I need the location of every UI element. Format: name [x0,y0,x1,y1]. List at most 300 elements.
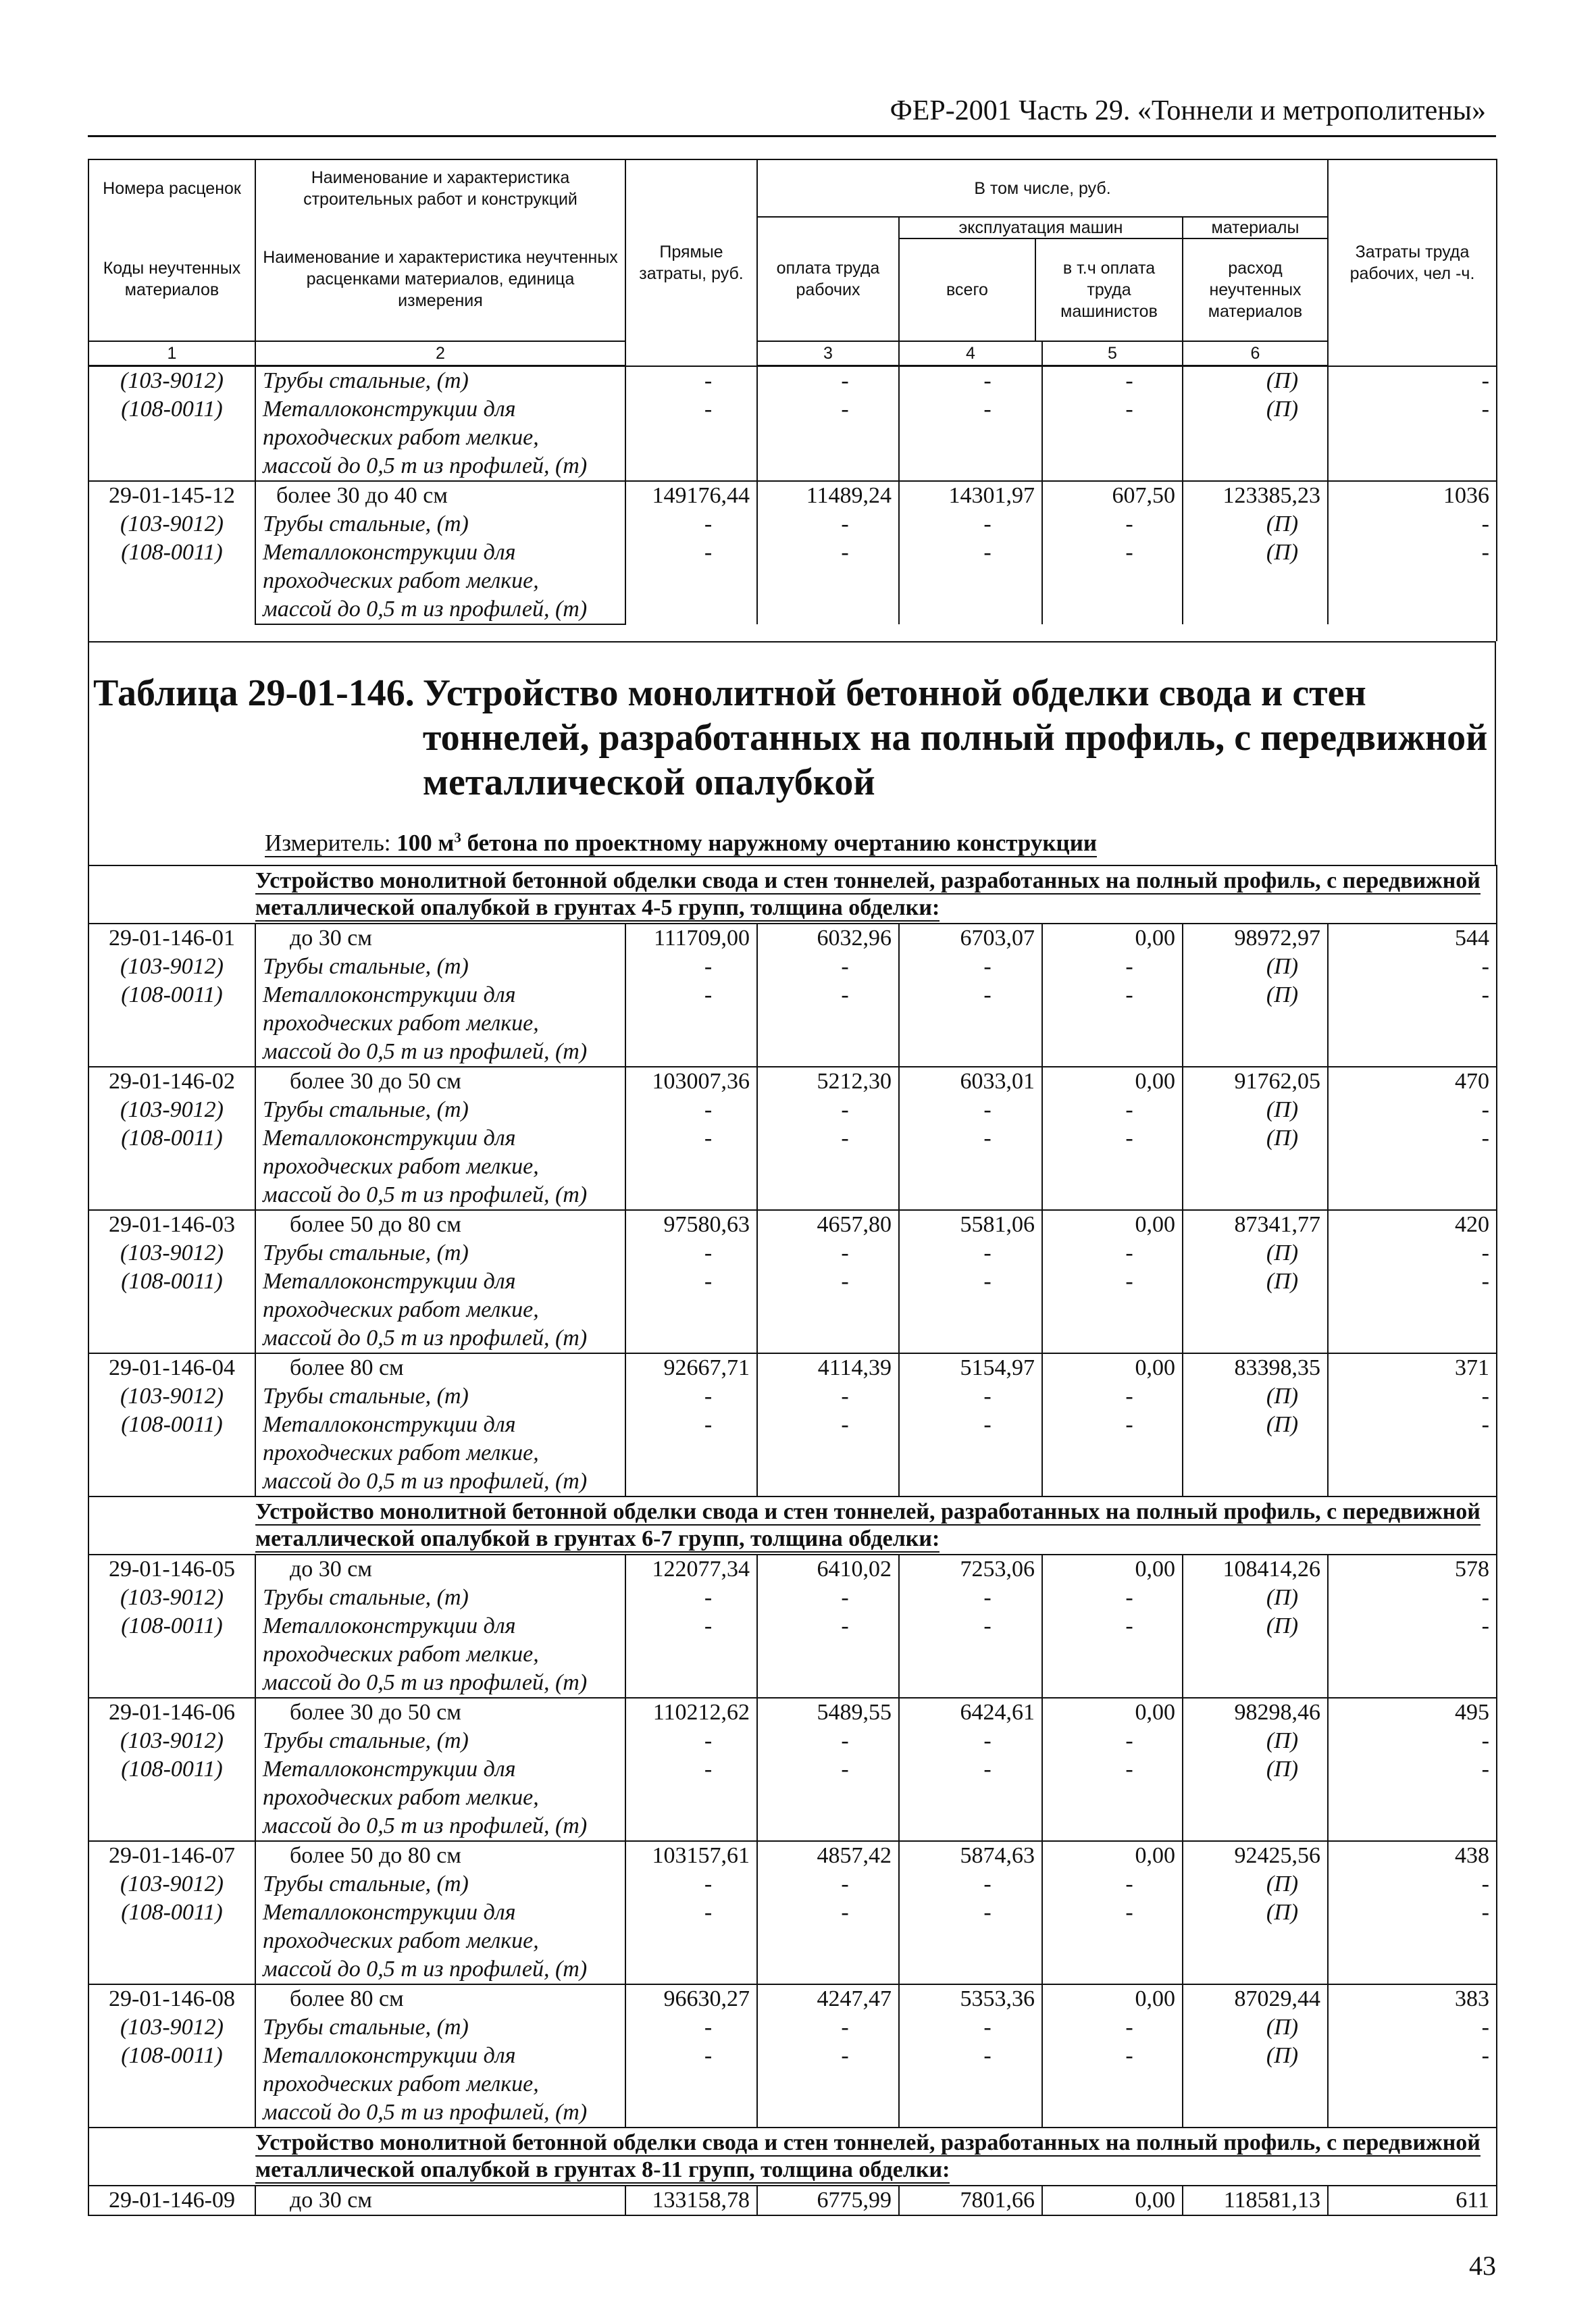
table-146-body [88,865,1497,2216]
table-row [88,1640,1497,1669]
labor-pay: 5489,55 [757,1698,899,1727]
col-number: 5 [1042,341,1183,366]
cell-dash: - [1042,1612,1183,1640]
cell-p: (П) [1183,1898,1328,1927]
col-header-including: В том числе, руб. [757,159,1328,217]
cell-p: (П) [1183,1870,1328,1898]
meter-label: Измеритель: [265,829,391,856]
table-row [88,1439,1497,1467]
materials-cost: 118581,13 [1183,2186,1328,2215]
material-name-cont: массой до 0,5 т из профилей, (т) [255,595,625,624]
rate-name: более 30 до 50 см [255,1698,625,1727]
table-row [88,1153,1497,1181]
cell-dash: - [1328,1096,1497,1124]
materials-cost: 108414,26 [1183,1555,1328,1584]
material-name-cont: массой до 0,5 т из профилей, (т) [255,1324,625,1353]
machinist-pay: 0,00 [1042,924,1183,953]
cell-dash: - [899,953,1042,981]
cell-dash: - [625,395,757,424]
rate-name: до 30 см [255,2186,625,2215]
cell-dash: - [757,1870,899,1898]
material-code: (108-0011) [88,981,255,1009]
col-number: 1 [88,341,255,366]
material-name: Металлоконструкции для [255,1898,625,1927]
material-name: Металлоконструкции для [255,1411,625,1439]
material-code: (103-9012) [88,510,255,538]
table-row [88,1955,1497,1984]
machines-total: 7253,06 [899,1555,1042,1584]
material-name: Металлоконструкции для [255,1612,625,1640]
material-name-cont: массой до 0,5 т из профилей, (т) [255,1669,625,1698]
table-row [88,953,1497,981]
table-row [88,1812,1497,1841]
table-row [88,1870,1497,1898]
cell-dash: - [1328,2013,1497,2042]
material-code: (108-0011) [88,1898,255,1927]
labor-pay: 11489,24 [757,481,899,510]
materials-cost: 98972,97 [1183,924,1328,953]
rate-name: более 50 до 80 см [255,1210,625,1239]
table-row [88,2042,1497,2070]
table-row [88,1841,1497,1870]
cell-dash: - [899,1898,1042,1927]
col-header-rate-numbers: Номера расценок [88,159,255,217]
table-row [88,1239,1497,1267]
cell-p: (П) [1183,1124,1328,1153]
material-name: Металлоконструкции для [255,1267,625,1296]
machinist-pay: 0,00 [1042,1353,1183,1382]
cell-dash: - [757,981,899,1009]
cell-dash: - [899,1727,1042,1755]
machinist-pay: 0,00 [1042,2186,1183,2215]
machinist-pay: 0,00 [1042,1841,1183,1870]
cell-dash: - [899,1267,1042,1296]
cell-p: (П) [1183,1382,1328,1411]
direct-costs: 133158,78 [625,2186,757,2215]
cell-dash: - [1042,1096,1183,1124]
section-heading: Устройство монолитной бетонной обделки свода и стен тоннелей, разработанных на полный профиль, с передвижной металлической опалубкой в грунтах 6-7 групп, толщина обделки: [255,1496,1497,1555]
rate-name: более 30 до 40 см [255,481,625,510]
cell-dash: - [1328,953,1497,981]
page-number: 43 [1469,2250,1496,2281]
table-row [88,1727,1497,1755]
table-row [88,1555,1497,1584]
cell-dash: - [1328,1727,1497,1755]
material-name-cont: массой до 0,5 т из профилей, (т) [255,1038,625,1067]
table-row [88,481,1497,510]
cell-dash: - [1328,1870,1497,1898]
rate-code: 29-01-146-03 [88,1210,255,1239]
cell-dash: - [625,1124,757,1153]
cell-dash: - [625,1267,757,1296]
cell-dash: - [1328,1411,1497,1439]
cell-dash: - [1328,1124,1497,1153]
material-name-cont: проходческих работ мелкие, [255,1009,625,1038]
material-name: Металлоконструкции для [255,395,625,424]
cell-dash: - [899,1239,1042,1267]
rate-name: до 30 см [255,1555,625,1584]
materials-cost: 91762,05 [1183,1067,1328,1096]
col-header-machinist-pay: в т.ч оплата труда машинистов [1060,259,1158,321]
table-row [88,1067,1497,1096]
machines-total: 5874,63 [899,1841,1042,1870]
cell-dash: - [1042,1898,1183,1927]
col-header-labor-hours: Затраты труда рабочих, чел -ч. [1328,159,1497,366]
cell-dash: - [899,981,1042,1009]
table-row [88,367,1497,395]
material-name: Трубы стальные, (т) [255,953,625,981]
cell-dash: - [757,395,899,424]
cell-dash: - [1042,1727,1183,1755]
table-row [88,395,1497,424]
cell-dash: - [1328,2042,1497,2070]
cell-dash: - [757,2042,899,2070]
table-row [88,2013,1497,2042]
table-row [88,1296,1497,1324]
table-row [88,1467,1497,1496]
material-name: Металлоконструкции для [255,1755,625,1784]
section-heading: Устройство монолитной бетонной обделки свода и стен тоннелей, разработанных на полный профиль, с передвижной металлической опалубкой в грунтах 4-5 групп, толщина обделки: [255,865,1497,924]
cell-p: (П) [1183,1612,1328,1640]
labor-pay: 4247,47 [757,1984,899,2013]
labor-pay: 5212,30 [757,1067,899,1096]
labor-pay: 6032,96 [757,924,899,953]
direct-costs: 92667,71 [625,1353,757,1382]
cell-p: (П) [1183,1727,1328,1755]
machines-total: 6703,07 [899,924,1042,953]
cell-p: (П) [1183,1584,1328,1612]
machinist-pay: 0,00 [1042,1210,1183,1239]
rate-name: более 50 до 80 см [255,1841,625,1870]
table-title [89,671,1495,805]
cell-dash: - [899,1124,1042,1153]
labor-hours: 420 [1328,1210,1497,1239]
col-header-machines-title: эксплуатация машин [900,218,1182,239]
table-row [88,1009,1497,1038]
material-code: (108-0011) [88,1411,255,1439]
labor-hours: 544 [1328,924,1497,953]
material-name-cont: массой до 0,5 т из профилей, (т) [255,1955,625,1984]
material-name: Металлоконструкции для [255,981,625,1009]
table-row [88,1898,1497,1927]
machines-total: 14301,97 [899,481,1042,510]
table-row [88,1267,1497,1296]
cell-dash: - [899,1584,1042,1612]
meter-value: 100 м [396,829,455,856]
table-row [88,1382,1497,1411]
cell-p: (П) [1183,395,1328,424]
labor-pay: 4114,39 [757,1353,899,1382]
material-name-cont: проходческих работ мелкие, [255,2070,625,2098]
material-code: (108-0011) [88,1612,255,1640]
rate-code: 29-01-146-05 [88,1555,255,1584]
cell-dash: - [1042,395,1183,424]
cell-dash: - [1328,1755,1497,1784]
table-row [88,424,1497,452]
labor-hours: 470 [1328,1067,1497,1096]
cell-dash: - [625,1584,757,1612]
table-row [88,538,1497,567]
table-row [88,567,1497,595]
cell-p: (П) [1183,1239,1328,1267]
cell-dash: - [625,1727,757,1755]
labor-pay: 4657,80 [757,1210,899,1239]
cell-dash: - [1328,367,1497,395]
table-row [88,1984,1497,2013]
table-row [88,981,1497,1009]
machines-total: 5353,36 [899,1984,1042,2013]
cell-dash: - [757,1411,899,1439]
material-name: Трубы стальные, (т) [255,1096,625,1124]
table-row [88,924,1497,953]
cell-dash: - [625,510,757,538]
cell-dash: - [899,538,1042,567]
cell-dash: - [757,1727,899,1755]
cell-dash: - [625,1870,757,1898]
col-header-materials-consumption: расход неучтенных материалов [1208,259,1303,321]
cell-p: (П) [1183,2042,1328,2070]
labor-hours: 495 [1328,1698,1497,1727]
material-code: (103-9012) [88,1239,255,1267]
material-name-cont: проходческих работ мелкие, [255,1439,625,1467]
cell-dash: - [625,1239,757,1267]
rate-code: 29-01-146-06 [88,1698,255,1727]
cell-dash: - [1328,981,1497,1009]
table-number: Таблица 29-01-146. [93,672,415,714]
material-code: (108-0011) [88,1755,255,1784]
labor-hours: 383 [1328,1984,1497,2013]
col-header-direct-costs: Прямые затраты, руб. [625,159,757,366]
direct-costs: 110212,62 [625,1698,757,1727]
cell-dash: - [757,1584,899,1612]
cell-p: (П) [1183,1755,1328,1784]
cell-dash: - [1328,1382,1497,1411]
table-row [88,1038,1497,1067]
cell-dash: - [1328,510,1497,538]
col-header-materials [1183,217,1328,341]
meter-sup: 3 [454,829,461,845]
cell-dash: - [757,1267,899,1296]
table-row [88,2098,1497,2128]
cell-dash: - [1042,510,1183,538]
labor-hours: 1036 [1328,481,1497,510]
table-row [88,1210,1497,1239]
materials-cost: 98298,46 [1183,1698,1328,1727]
materials-cost: 123385,23 [1183,481,1328,510]
machines-total: 5154,97 [899,1353,1042,1382]
col-header-machines [899,217,1183,341]
section-heading: Устройство монолитной бетонной обделки свода и стен тоннелей, разработанных на полный профиль, с передвижной металлической опалубкой в грунтах 8-11 групп, толщина обделки: [255,2128,1497,2186]
material-name: Трубы стальные, (т) [255,1727,625,1755]
cell-dash: - [625,953,757,981]
material-name-cont: массой до 0,5 т из профилей, (т) [255,1467,625,1496]
cell-p: (П) [1183,981,1328,1009]
cell-dash: - [899,1096,1042,1124]
col-header-machines-total: всего [900,239,1036,341]
direct-costs: 103157,61 [625,1841,757,1870]
cell-p: (П) [1183,538,1328,567]
materials-cost: 83398,35 [1183,1353,1328,1382]
table-row [88,1669,1497,1698]
labor-pay: 6775,99 [757,2186,899,2215]
section-row [88,2128,1497,2186]
cell-dash: - [625,1382,757,1411]
document-sheet [88,159,1496,2216]
labor-hours: 611 [1328,2186,1497,2215]
machinist-pay: 0,00 [1042,1984,1183,2013]
col-header-materials-title: материалы [1183,218,1327,239]
materials-cost: 92425,56 [1183,1841,1328,1870]
direct-costs: 97580,63 [625,1210,757,1239]
section-row [88,1496,1497,1555]
cell-p: (П) [1183,367,1328,395]
cell-dash: - [625,2013,757,2042]
cell-dash: - [625,367,757,395]
labor-hours: 438 [1328,1841,1497,1870]
table-row [88,1927,1497,1955]
material-name-cont: проходческих работ мелкие, [255,1640,625,1669]
machines-total: 6424,61 [899,1698,1042,1727]
table-row [88,1124,1497,1153]
cell-dash: - [1328,1239,1497,1267]
cell-dash: - [899,1870,1042,1898]
rate-name: более 80 см [255,1984,625,2013]
cell-dash: - [757,1124,899,1153]
material-code: (103-9012) [88,953,255,981]
labor-hours: 578 [1328,1555,1497,1584]
table-row [88,1411,1497,1439]
material-name-cont: проходческих работ мелкие, [255,1784,625,1812]
material-code: (103-9012) [88,1727,255,1755]
cell-p: (П) [1183,510,1328,538]
direct-costs: 103007,36 [625,1067,757,1096]
table-row [88,1353,1497,1382]
col-number: 2 [255,341,625,366]
cell-dash: - [757,1898,899,1927]
rate-code: 29-01-146-01 [88,924,255,953]
table-row [88,510,1497,538]
material-name-cont: массой до 0,5 т из профилей, (т) [255,1812,625,1841]
labor-hours: 371 [1328,1353,1497,1382]
running-header: ФЕР-2001 Часть 29. «Тоннели и метрополитены» [890,95,1486,126]
section-row [88,865,1497,924]
cell-dash: - [1328,1584,1497,1612]
table-row [88,1755,1497,1784]
material-code: (103-9012) [88,1584,255,1612]
rate-name: более 80 см [255,1353,625,1382]
cell-dash: - [1042,1382,1183,1411]
material-name: Трубы стальные, (т) [255,1382,625,1411]
table-row [88,1324,1497,1353]
cell-dash: - [625,538,757,567]
cell-dash: - [757,1382,899,1411]
cell-p: (П) [1183,2013,1328,2042]
materials-cost: 87341,77 [1183,1210,1328,1239]
cell-dash: - [625,981,757,1009]
cell-dash: - [899,510,1042,538]
materials-cost: 87029,44 [1183,1984,1328,2013]
material-name: Трубы стальные, (т) [255,1239,625,1267]
material-name: Трубы стальные, (т) [255,367,625,395]
cell-dash: - [1328,1898,1497,1927]
rate-code: 29-01-146-02 [88,1067,255,1096]
table-row [88,452,1497,481]
header-rule [88,135,1496,137]
table-row [88,1584,1497,1612]
cell-dash: - [757,1755,899,1784]
material-code: (103-9012) [88,1382,255,1411]
direct-costs: 149176,44 [625,481,757,510]
material-code: (103-9012) [88,1096,255,1124]
cell-dash: - [757,510,899,538]
rate-code: 29-01-145-12 [88,481,255,510]
cell-p: (П) [1183,953,1328,981]
measurement-unit [89,822,1495,858]
cell-dash: - [1042,2042,1183,2070]
cell-dash: - [1042,1267,1183,1296]
material-name-cont: проходческих работ мелкие, [255,1296,625,1324]
rate-name: до 30 см [255,924,625,953]
material-name: Металлоконструкции для [255,1124,625,1153]
cell-dash: - [899,367,1042,395]
col-header-material-codes: Коды неучтенных материалов [88,217,255,341]
cell-dash: - [1042,367,1183,395]
material-name-cont: массой до 0,5 т из профилей, (т) [255,2098,625,2128]
machinist-pay: 0,00 [1042,1698,1183,1727]
material-code: (103-9012) [88,1870,255,1898]
machinist-pay: 607,50 [1042,481,1183,510]
cell-dash: - [625,1096,757,1124]
material-name-cont: проходческих работ мелкие, [255,1927,625,1955]
table-row [88,1698,1497,1727]
cell-dash: - [1042,1124,1183,1153]
col-header-labor-pay: оплата труда рабочих [757,217,899,341]
cell-dash: - [1328,395,1497,424]
material-code: (108-0011) [88,395,255,424]
cell-dash: - [757,538,899,567]
cell-dash: - [1328,538,1497,567]
machinist-pay: 0,00 [1042,1067,1183,1096]
table-row [88,1612,1497,1640]
cell-dash: - [1042,1870,1183,1898]
cell-dash: - [625,1898,757,1927]
rate-code: 29-01-146-04 [88,1353,255,1382]
material-name-cont: проходческих работ мелкие, [255,567,625,595]
cell-dash: - [1042,1584,1183,1612]
material-name: Трубы стальные, (т) [255,1584,625,1612]
labor-pay: 6410,02 [757,1555,899,1584]
cell-dash: - [625,2042,757,2070]
col-number: 6 [1183,341,1328,366]
material-code: (108-0011) [88,1267,255,1296]
cell-dash: - [625,1755,757,1784]
table-heading-block [88,641,1496,865]
cell-dash: - [1328,1612,1497,1640]
material-code: (108-0011) [88,1124,255,1153]
prev-table-body [88,367,1497,641]
cell-dash: - [757,1239,899,1267]
machinist-pay: 0,00 [1042,1555,1183,1584]
direct-costs: 111709,00 [625,924,757,953]
rate-code: 29-01-146-09 [88,2186,255,2215]
cell-dash: - [899,2042,1042,2070]
material-name: Трубы стальные, (т) [255,2013,625,2042]
cell-dash: - [899,1755,1042,1784]
material-name: Металлоконструкции для [255,538,625,567]
material-code: (108-0011) [88,538,255,567]
cell-dash: - [757,2013,899,2042]
direct-costs: 122077,34 [625,1555,757,1584]
